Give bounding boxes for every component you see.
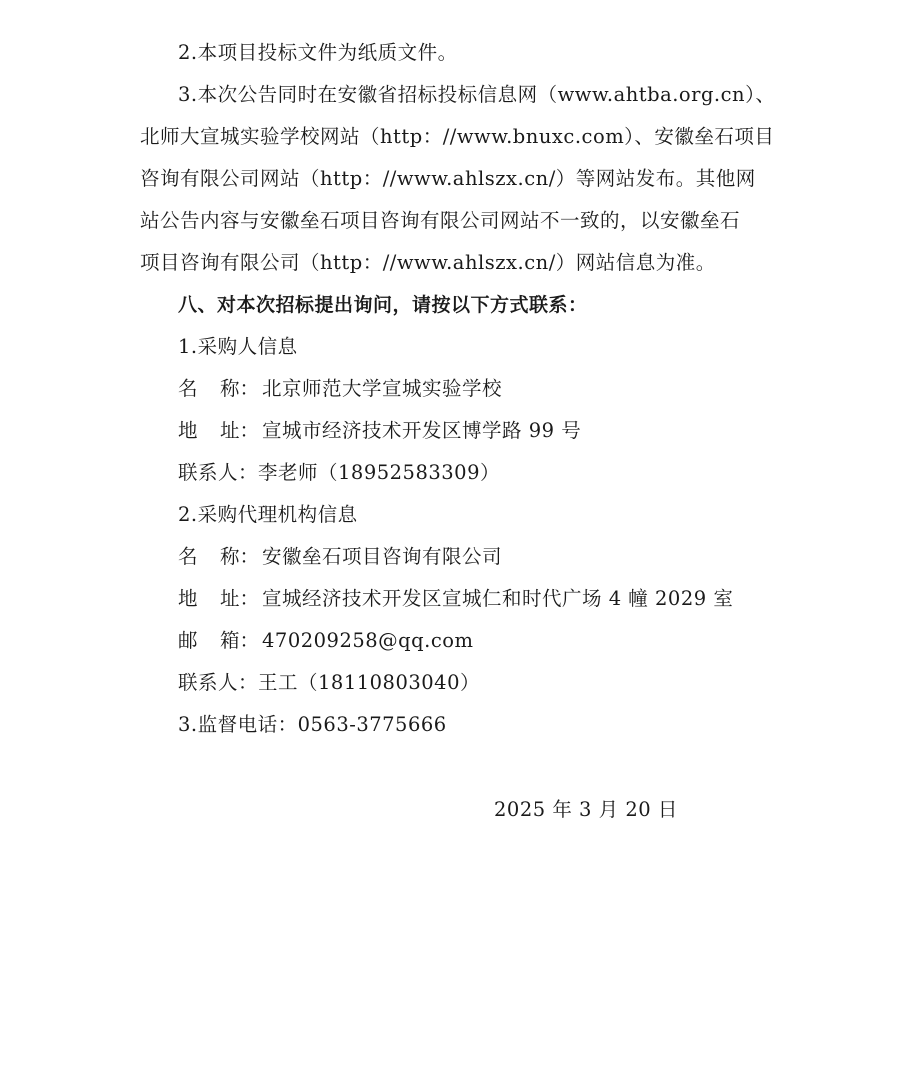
item-3-line-2: 北师大宣城实验学校网站（http：//www.bnuxc.com）、安徽垒石项目 (140, 125, 775, 148)
agency-name-label (178, 544, 262, 570)
purchaser-name-row (178, 376, 502, 402)
label-char: 址： (220, 419, 260, 442)
purchaser-contact-label: 联系人： (178, 461, 259, 484)
label-char: 称： (220, 377, 260, 400)
agency-contact-row (178, 670, 480, 696)
agency-address-value: 宣城经济技术开发区宣城仁和时代广场 4 幢 2029 室 (262, 587, 734, 610)
item-3-line-5: 项目咨询有限公司（http：//www.ahlszx.cn/）网站信息为准。 (140, 251, 716, 274)
label-char: 地 (178, 419, 198, 442)
agency-email-label (178, 628, 262, 654)
purchaser-name-label (178, 376, 262, 402)
agency-address-label (178, 586, 262, 612)
section-heading: 八、对本次招标提出询问，请按以下方式联系： (178, 294, 588, 316)
item-3-line-3: 咨询有限公司网站（http：//www.ahlszx.cn/）等网站发布。其他网 (140, 167, 756, 190)
purchaser-contact-value: 李老师（18952583309） (258, 461, 500, 484)
label-char: 邮 (178, 629, 198, 652)
purchaser-address-label (178, 418, 262, 444)
supervision-phone: 3.监督电话：0563-3775666 (178, 713, 447, 736)
agency-contact-label: 联系人： (178, 671, 259, 694)
item-2-paper-bid: 2.本项目投标文件为纸质文件。 (178, 41, 458, 64)
label-char: 名 (178, 377, 198, 400)
agency-name-row (178, 544, 502, 570)
agency-title: 2.采购代理机构信息 (178, 503, 358, 526)
purchaser-address-value: 宣城市经济技术开发区博学路 99 号 (262, 419, 582, 442)
label-char: 称： (220, 545, 260, 568)
agency-email-value: 470209258@qq.com (262, 629, 474, 652)
agency-name-value: 安徽垒石项目咨询有限公司 (262, 545, 503, 568)
purchaser-name-value: 北京师范大学宣城实验学校 (262, 377, 503, 400)
purchaser-title: 1.采购人信息 (178, 335, 298, 358)
purchaser-contact-row (178, 460, 500, 486)
label-char: 地 (178, 587, 198, 610)
label-char: 箱： (220, 629, 260, 652)
purchaser-address-row (178, 418, 581, 444)
label-char: 址： (220, 587, 260, 610)
label-char: 名 (178, 545, 198, 568)
agency-contact-value: 王工（18110803040） (258, 671, 480, 694)
agency-email-row (178, 628, 473, 654)
agency-address-row (178, 586, 733, 612)
item-3-line-1: 3.本次公告同时在安徽省招标投标信息网（www.ahtba.org.cn）、 (178, 83, 776, 106)
document-date: 2025 年 3 月 20 日 (494, 798, 678, 821)
item-3-line-4: 站公告内容与安徽垒石项目咨询有限公司网站不一致的，以安徽垒石 (140, 209, 741, 232)
